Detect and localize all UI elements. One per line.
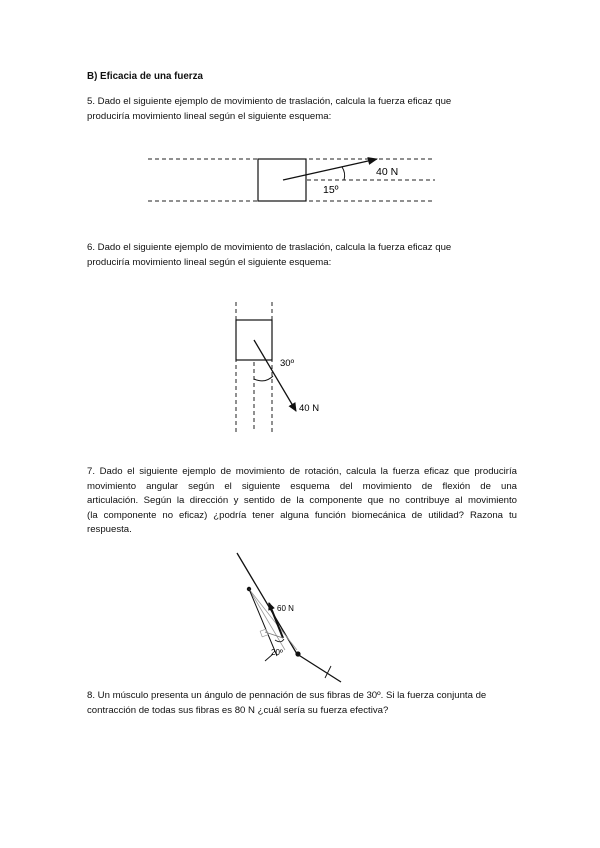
question-6 <box>87 241 487 270</box>
question-7-line-3: articulación. Según la dirección y sentido de la componente que no contribuye al movimiento <box>87 495 517 506</box>
question-7 <box>87 465 517 538</box>
figure-7-joint <box>295 651 300 656</box>
figure-6-angle-label: 30º <box>280 358 295 369</box>
figure-6-force-arrow <box>254 340 296 411</box>
question-5 <box>87 95 487 124</box>
figure-7-muscle-outline-upper <box>249 589 297 650</box>
question-6-line-2: produciría movimiento lineal según el siguiente esquema: <box>87 256 332 268</box>
figure-5-block <box>258 159 306 201</box>
question-5-line-1: 5. Dado el siguiente ejemplo de movimiento de traslación, calcula la fuerza eficaz que <box>87 96 452 107</box>
figure-7-force-label: 60 N <box>277 604 294 613</box>
figure-7-distal-segment <box>297 654 341 682</box>
question-8-line-1: 8. Un músculo presenta un ángulo de pennación de sus fibras de 30º. Si la fuerza conjunta de <box>87 690 487 701</box>
question-7-line-5: respuesta. <box>87 524 132 535</box>
question-7-line-2: movimiento angular según el siguiente esquema del movimiento de flexión de una <box>87 480 517 492</box>
question-6-line-1: 6. Dado el siguiente ejemplo de movimiento de traslación, calcula la fuerza eficaz que <box>87 242 452 253</box>
figure-7-angle-label: 20º <box>271 648 283 657</box>
question-7-line-4: (la componente no eficaz) ¿podría tener alguna función biomecánica de utilidad? Razona tu <box>87 509 517 521</box>
figure-6-diagram <box>225 298 335 434</box>
question-5-line-2: produciría movimiento lineal según el siguiente esquema: <box>87 110 332 122</box>
figure-5-force-label: 40 N <box>376 166 399 178</box>
figure-5-diagram <box>140 150 440 210</box>
figure-7-muscle-outline-lower <box>249 589 285 650</box>
section-title: B) Eficacia de una fuerza <box>87 71 203 82</box>
figure-7-diagram <box>225 548 355 688</box>
figure-5-angle-label: 15º <box>323 184 339 196</box>
figure-5-angle-arc <box>342 167 345 180</box>
figure-6-angle-arc <box>254 376 273 381</box>
question-7-line-1: 7. Dado el siguiente ejemplo de movimiento de rotación, calcula la fuerza eficaz que produciría <box>87 466 517 477</box>
figure-7-muscle-line <box>249 589 277 656</box>
question-8 <box>87 689 517 718</box>
figure-6-force-label: 40 N <box>299 403 320 414</box>
question-8-line-2: contracción de todas sus fibras es 80 N ¿cuál sería su fuerza efectiva? <box>87 704 389 716</box>
